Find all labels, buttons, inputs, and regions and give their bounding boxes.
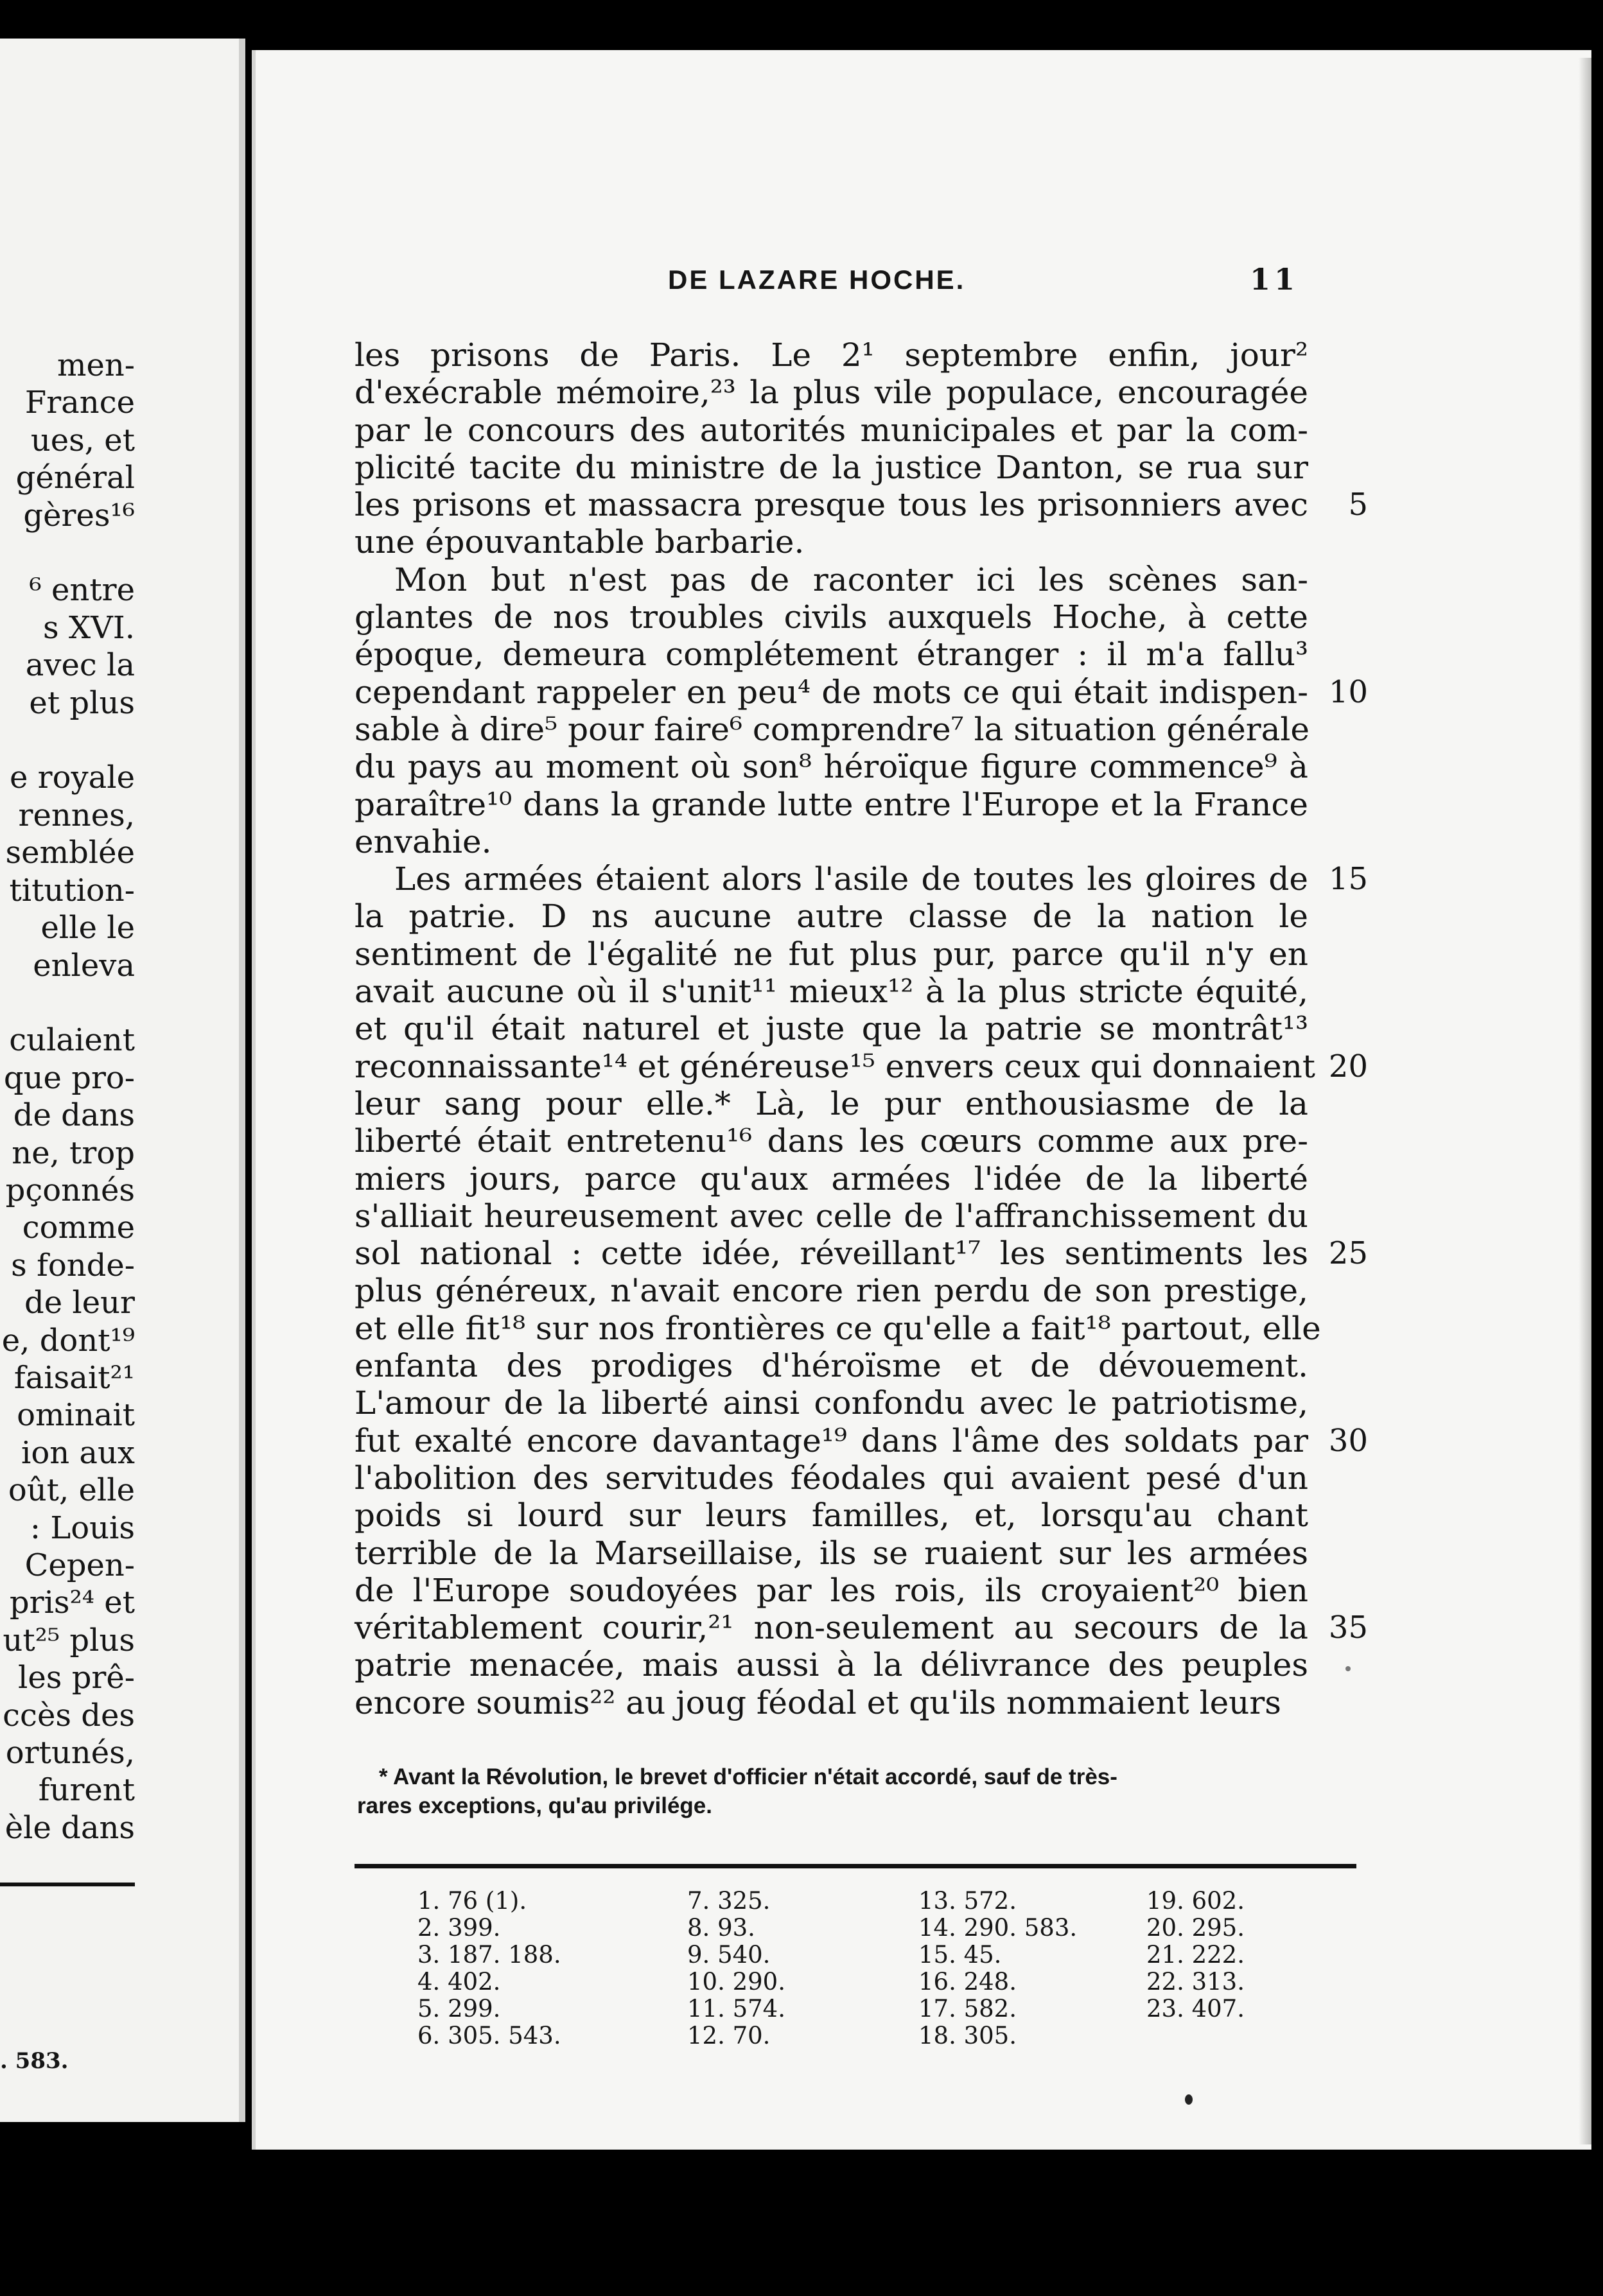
text-line: et qu'il était naturel et juste que la patrie se montrât¹³	[355, 1010, 1308, 1048]
text-line: reconnaissante¹⁴ et généreuse¹⁵ envers ceux qui donnaient	[355, 1047, 1315, 1085]
text-line: plicité tacite du ministre de la justice Danton, se rua sur	[355, 448, 1308, 486]
reference-entry: 3. 187. 188.	[417, 1941, 561, 1969]
reference-entry: 19. 602.	[1146, 1887, 1245, 1915]
left-page-line: que pro-	[3, 1059, 135, 1096]
left-page-line: e royale	[10, 760, 135, 796]
reference-entry: 11. 574.	[687, 1995, 785, 2022]
text-line: par le concours des autorités municipales et par la com-	[355, 411, 1308, 449]
left-page-line	[2, 722, 135, 759]
references-column	[1146, 1888, 1245, 2022]
references-column	[417, 1888, 561, 2049]
footnote-line: * Avant la Révolution, le brevet d'officier n'était accordé, sauf de très-	[379, 1764, 1117, 1789]
reference-entry: 8. 93.	[687, 1914, 755, 1942]
left-page-line: ⁶ entre	[29, 572, 135, 609]
left-page-line: culaient	[9, 1022, 135, 1059]
text-line: liberté était entretenu¹⁶ dans les cœurs comme aux pre-	[355, 1122, 1308, 1160]
reference-entry: 2. 399.	[417, 1914, 501, 1942]
reference-entry: 15. 45.	[918, 1941, 1002, 1969]
reference-entry: 18. 305.	[918, 2022, 1017, 2049]
left-page-line	[2, 984, 135, 1022]
text-line: patrie menacée, mais aussi à la délivrance des peuples	[355, 1646, 1308, 1684]
left-page-line: de dans	[13, 1097, 135, 1134]
left-page-line: général	[15, 460, 135, 496]
reference-entry: 23. 407.	[1146, 1995, 1245, 2022]
left-page-line: ccès des	[3, 1697, 135, 1734]
text-line: époque, demeura complétement étranger : il m'a fallu³	[355, 636, 1308, 674]
left-page-line: s fonde-	[11, 1247, 135, 1283]
text-line: fut exalté encore davantage¹⁹ dans l'âme des soldats par	[355, 1422, 1308, 1459]
left-page-line: France	[24, 385, 135, 421]
text-line: Mon but n'est pas de raconter ici les scènes san-	[394, 561, 1308, 598]
left-page-line: ut²⁵ plus	[3, 1622, 135, 1658]
left-page-line: ion aux	[21, 1434, 135, 1471]
line-number: 25	[1328, 1235, 1368, 1272]
line-number: 20	[1328, 1048, 1368, 1084]
left-page-line: oût, elle	[8, 1472, 135, 1509]
left-page-line: les prê-	[18, 1660, 135, 1696]
text-line: d'exécrable mémoire,²³ la plus vile populace, encouragée	[355, 374, 1308, 412]
body-text	[355, 336, 1321, 1721]
left-page-line: de leur	[24, 1285, 135, 1321]
text-line: véritablement courir,²¹ non-seulement au secours de la	[355, 1609, 1308, 1647]
left-page-line: pçonnés	[5, 1172, 135, 1208]
left-page-line: ominait	[17, 1397, 135, 1434]
page-number: 11	[1250, 262, 1299, 297]
text-line: les prisons et massacra presque tous les prisonniers avec	[355, 486, 1308, 524]
print-speck	[1345, 1666, 1351, 1671]
left-page-rule	[0, 1883, 135, 1886]
left-page-line: semblée	[5, 835, 135, 871]
text-line: s'alliait heureusement avec celle de l'affranchissement du	[355, 1197, 1308, 1235]
line-number: 30	[1328, 1422, 1368, 1459]
reference-entry: 1. 76 (1).	[417, 1887, 527, 1915]
footnote	[357, 1762, 1308, 1820]
reference-entry: 13. 572.	[918, 1887, 1017, 1915]
reference-entry: 10. 290.	[687, 1968, 785, 1996]
references-column	[918, 1888, 1077, 2049]
left-page	[0, 39, 245, 2122]
left-page-line: comme	[22, 1210, 135, 1246]
left-page-line: e, dont¹⁹	[1, 1322, 135, 1359]
left-page-line: gères¹⁶	[23, 497, 135, 534]
references-rule	[355, 1864, 1356, 1868]
text-line: miers jours, parce qu'aux armées l'idée de la liberté	[355, 1160, 1308, 1197]
text-line: poids si lourd sur leurs familles, et, lorsqu'au chant	[355, 1497, 1308, 1535]
text-line: envahie.	[355, 822, 492, 860]
line-number: 10	[1328, 674, 1368, 710]
reference-entry: 17. 582.	[918, 1995, 1017, 2022]
text-line: plus généreux, n'avait encore rien perdu de son prestige,	[355, 1272, 1308, 1310]
text-line: leur sang pour elle.* Là, le pur enthousiasme de la	[355, 1084, 1308, 1122]
left-page-line: s XVI.	[43, 609, 135, 646]
line-number: 35	[1328, 1610, 1368, 1646]
text-line: glantes de nos troubles civils auxquels Hoche, à cette	[355, 598, 1308, 636]
left-page-line: men-	[57, 347, 135, 383]
text-line: L'amour de la liberté ainsi confondu avec le patriotisme,	[355, 1384, 1308, 1422]
reference-entry: 14. 290. 583.	[918, 1914, 1078, 1942]
left-page-line: elle le	[40, 910, 135, 946]
reference-entry: 9. 540.	[687, 1941, 771, 1969]
footnote-line: rares exceptions, qu'au privilége.	[357, 1793, 712, 1818]
print-dot	[1185, 2094, 1193, 2105]
left-page-line: ne, trop	[12, 1135, 135, 1171]
text-line: et elle fit¹⁸ sur nos frontières ce qu'elle a fait¹⁸ partout, elle	[355, 1309, 1321, 1347]
reference-entry: 22. 313.	[1146, 1968, 1245, 1996]
left-page-line: : Louis	[30, 1509, 135, 1546]
text-line: de l'Europe soudoyées par les rois, ils croyaient²⁰ bien	[355, 1571, 1308, 1609]
reference-entry: 5. 299.	[417, 1995, 501, 2022]
reference-entry: 4. 402.	[417, 1968, 501, 1996]
text-line: du pays au moment où son⁸ héroïque figure commence⁹ à	[355, 748, 1308, 786]
text-line: sentiment de l'égalité ne fut plus pur, parce qu'il n'y en	[355, 935, 1308, 973]
text-line: paraître¹⁰ dans la grande lutte entre l'Europe et la France	[355, 785, 1308, 823]
text-line: les prisons de Paris. Le 2¹ septembre enfin, jour²	[355, 336, 1308, 374]
text-line: enfanta des prodiges d'héroïsme et de dévouement.	[355, 1347, 1308, 1385]
page-edge	[1579, 58, 1591, 2144]
text-line: l'abolition des servitudes féodales qui avaient pesé d'un	[355, 1459, 1308, 1497]
text-line: la patrie. D ns aucune autre classe de la nation le	[355, 898, 1308, 935]
left-page-line: pris²⁴ et	[9, 1585, 135, 1621]
text-line: cependant rappeler en peu⁴ de mots ce qui était indispen-	[355, 673, 1308, 711]
text-line: encore soumis²² au joug féodal et qu'ils nommaient leurs	[355, 1683, 1281, 1721]
reference-entry: 20. 295.	[1146, 1914, 1245, 1942]
left-page-line: titution-	[9, 872, 135, 909]
left-page-footer: . 583.	[0, 2048, 69, 2074]
left-page-line: enleva	[33, 947, 135, 984]
reference-entry: 7. 325.	[687, 1887, 771, 1915]
text-line: avait aucune où il s'unit¹¹ mieux¹² à la plus stricte équité,	[355, 973, 1308, 1011]
reference-entry: 6. 305. 543.	[417, 2022, 561, 2049]
left-page-line: faisait²¹	[13, 1359, 135, 1396]
reference-entry: 12. 70.	[687, 2022, 771, 2049]
left-page-line: ortunés,	[5, 1735, 135, 1771]
running-title: DE LAZARE HOCHE.	[668, 265, 966, 295]
text-line: sable à dire⁵ pour faire⁶ comprendre⁷ la situation générale	[355, 710, 1310, 748]
text-line: une épouvantable barbarie.	[355, 523, 805, 561]
line-number: 5	[1348, 487, 1368, 523]
left-page-line: ues, et	[30, 422, 135, 458]
line-number: 15	[1328, 861, 1368, 898]
left-page-line: Cepen-	[24, 1547, 135, 1583]
text-line: Les armées étaient alors l'asile de toutes les gloires de	[394, 860, 1308, 898]
reference-entry: 16. 248.	[918, 1968, 1017, 1996]
left-page-text	[2, 347, 135, 1847]
left-page-line	[2, 534, 135, 571]
left-page-line: èle dans	[4, 1809, 135, 1846]
left-page-line: rennes,	[18, 797, 135, 833]
left-page-line: avec la	[25, 647, 135, 684]
left-page-line: furent	[38, 1772, 135, 1809]
reference-entry: 21. 222.	[1146, 1941, 1245, 1969]
left-page-line: et plus	[29, 684, 135, 721]
references-column	[687, 1888, 785, 2049]
text-line: terrible de la Marseillaise, ils se ruaient sur les armées	[355, 1534, 1308, 1572]
text-line: sol national : cette idée, réveillant¹⁷ les sentiments les	[355, 1235, 1308, 1273]
